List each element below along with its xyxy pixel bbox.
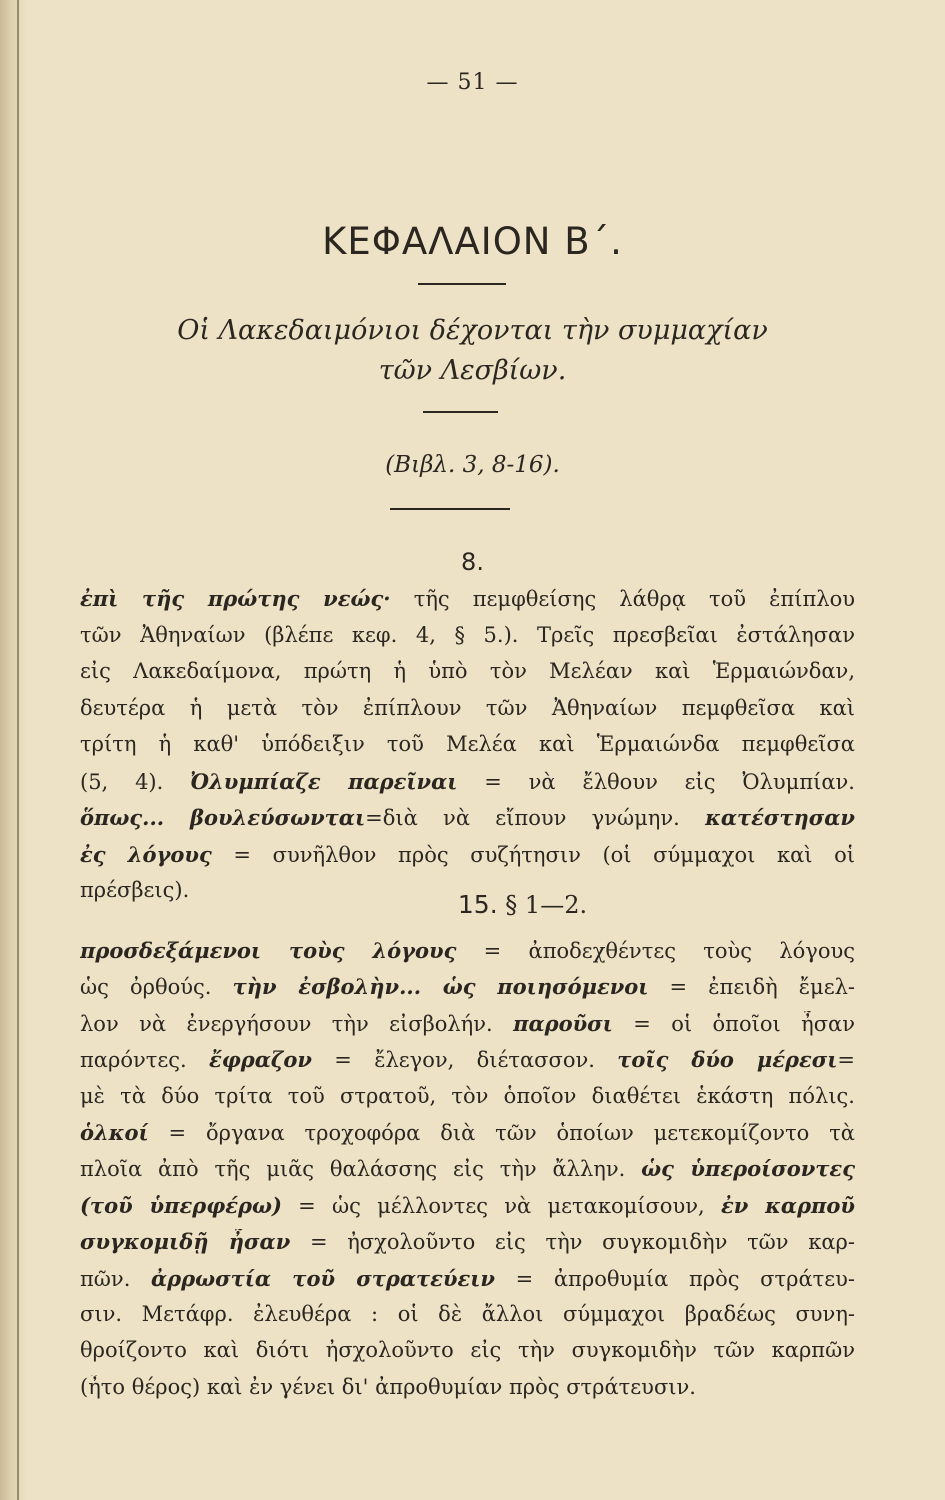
section-15-subsections: § 1—2. [505, 891, 588, 919]
gloss: πρέσβεις). [80, 878, 190, 902]
gloss: = νὰ ἔλθουν εἰς Ὀλυμπίαν. [457, 769, 855, 794]
gloss: (5, 4). [80, 769, 164, 794]
gloss: μὲ τὰ δύο τρίτα τοῦ στρατοῦ, τὸν ὁποῖον διαθέτει ἑκάστη πόλις. [80, 1083, 855, 1108]
gloss: θροίζοντο καὶ διότι ἠσχολοῦντο εἰς τὴν συγκομιδὴν τῶν καρπῶν [80, 1338, 855, 1363]
lemma: Ὀλυμπίαζε παρεῖναι [190, 768, 458, 794]
section-number-15 [0, 890, 945, 919]
text-line [80, 769, 855, 794]
text-line [80, 1011, 855, 1036]
gloss: = ἐπειδὴ ἔμελ- [648, 975, 855, 1000]
divider [418, 283, 506, 285]
chapter-title: ΚΕΦΑΛΑΙΟΝ Β΄. [322, 220, 623, 263]
text-line [80, 1266, 855, 1291]
lemma: ὁλκοί [80, 1120, 149, 1145]
gloss: = οἱ ὁποῖοι ἦσαν [612, 1011, 855, 1036]
chapter-subtitle-line-2: τῶν Λεσβίων. [378, 355, 567, 386]
text-line [80, 659, 855, 683]
text-line [80, 1156, 855, 1181]
lemma: τὴν ἐσβολὴν... ὡς ποιησόμενοι [232, 974, 649, 1000]
lemma: ἀρρωστία τοῦ στρατεύειν [151, 1265, 495, 1291]
section-15-number: 15. [457, 890, 498, 919]
text-line [80, 732, 855, 756]
gloss: δευτέρα ἡ μετὰ τὸν ἐπίπλουν τῶν Ἀθηναίων πεμφθεῖσα καὶ [80, 695, 855, 720]
lemma: ὅπως... βουλεύσωνται [80, 805, 366, 830]
gloss: τῶν Ἀθηναίων (βλέπε κεφ. 4, § 5.). Τρεῖς πρεσβεῖαι ἐστάλησαν [80, 622, 855, 647]
text-line [80, 842, 855, 867]
text-line [80, 1047, 855, 1072]
text-line [80, 1375, 855, 1399]
gloss: σιν. Μετάφρ. ἐλευθέρα : οἱ δὲ ἄλλοι σύμμαχοι βραδέως συνη- [80, 1302, 855, 1326]
lemma: παροῦσι [513, 1010, 613, 1036]
lemma: προσδεξάμενοι τοὺς λόγους [80, 938, 457, 963]
gloss: = ἀποδεχθέντες τοὺς λόγους [456, 939, 855, 963]
gloss: = ἔλεγον, διέτασσον. [311, 1048, 595, 1073]
gloss: = ἀπροθυμία πρὸς στράτευ- [495, 1266, 855, 1291]
text-line [80, 938, 855, 963]
gloss: = ὄργανα τροχοφόρα διὰ τῶν ὁποίων μετεκομίζοντο τὰ [148, 1121, 855, 1145]
text-line [80, 1338, 855, 1362]
lemma: ἐπὶ τῆς πρώτης νεώς· [80, 586, 391, 611]
gloss: = συνῆλθον πρὸς συζήτησιν (οἱ σύμμαχοι καὶ οἱ [211, 842, 855, 867]
chapter-subtitle-line-1: Οἱ Λακεδαιμόνιοι δέχονται τὴν συμμαχίαν [177, 315, 768, 346]
gloss: = ὡς μέλλοντες νὰ μετακομίσουν, [281, 1193, 705, 1218]
text-line [80, 1084, 855, 1108]
gloss: πλοῖα ἀπὸ τῆς μιᾶς θαλάσσης εἰς τὴν ἄλλην. [80, 1157, 626, 1182]
text-line [80, 623, 855, 647]
text-line [80, 1229, 855, 1254]
lemma: ἔφραζον [209, 1047, 312, 1073]
lemma: (τοῦ ὑπερφέρω) [80, 1192, 282, 1218]
gloss: ὡς ὀρθούς. [80, 975, 212, 1000]
text-line [80, 586, 855, 611]
gloss: = ἠσχολοῦντο εἰς τὴν συγκομιδὴν τῶν καρ- [290, 1230, 855, 1255]
gloss: (ἦτο θέρος) καὶ ἐν γένει δι' ἀπροθυμίαν πρὸς στράτευσιν. [80, 1374, 696, 1399]
lemma: τοῖς δύο μέρεσι [617, 1047, 838, 1073]
text-line [80, 1193, 855, 1218]
gloss: λον νὰ ἐνεργήσουν τὴν εἰσβολήν. [80, 1011, 493, 1036]
section-number-8: 8. [461, 548, 484, 576]
lemma: ἐς λόγους [80, 841, 212, 867]
lemma: ἐν καρποῦ [720, 1192, 855, 1218]
lemma: ὡς ὑπεροίσοντες [641, 1156, 855, 1182]
text-line [80, 696, 855, 720]
text-line [80, 974, 855, 999]
gloss: = [837, 1048, 855, 1073]
text-line [80, 1302, 855, 1326]
gloss: τῆς πεμφθείσης λάθρᾳ τοῦ ἐπίπλου [390, 587, 855, 611]
divider [390, 508, 510, 510]
gloss: παρόντες. [80, 1048, 187, 1073]
book-reference: (Βιβλ. 3, 8-16). [385, 452, 560, 478]
gloss: =διὰ νὰ εἴπουν γνώμην. [365, 806, 680, 830]
gloss: εἰς Λακεδαίμονα, πρώτη ἡ ὑπὸ τὸν Μελέαν καὶ Ἑρμαιώνδαν, [80, 659, 855, 683]
divider [423, 411, 498, 413]
lemma: κατέστησαν [705, 805, 855, 830]
gloss: πῶν. [80, 1266, 131, 1291]
text-line [80, 805, 855, 830]
text-line [80, 1120, 855, 1145]
gloss: τρίτη ἡ καθ' ὑπόδειξιν τοῦ Μελέα καὶ Ἑρμαιώνδα πεμφθεῖσα [80, 732, 855, 756]
lemma: συγκομιδῇ ἦσαν [80, 1229, 291, 1255]
page-number: — 51 — [426, 70, 519, 95]
